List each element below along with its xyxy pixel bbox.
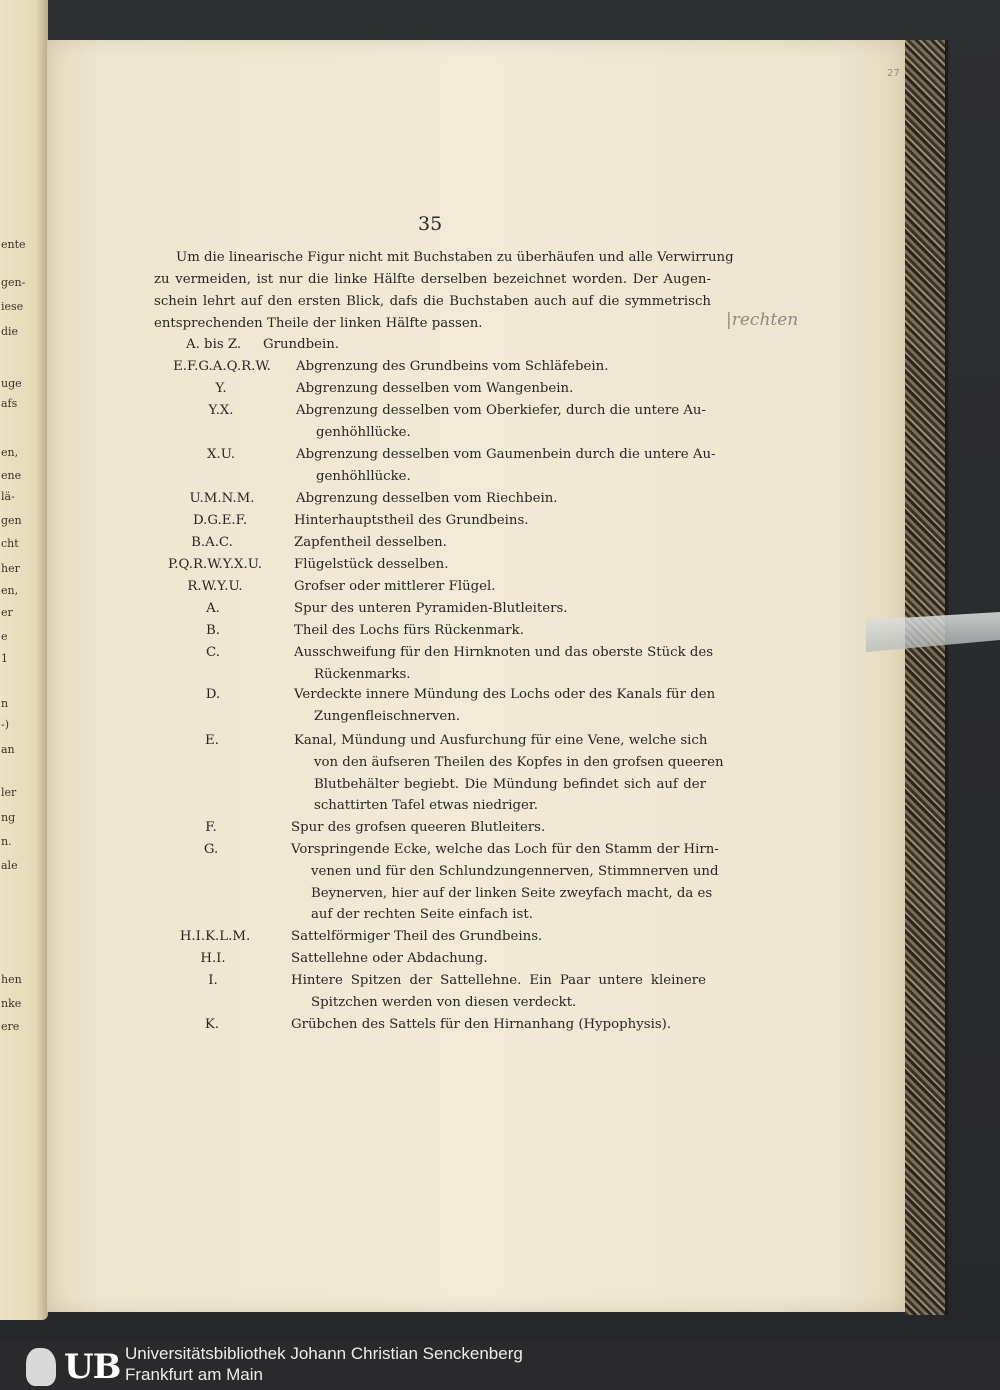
entry-text-line: Kanal, Mündung und Ausfurchung für eine Vene, welche sich [294,733,708,748]
entry-label: D.G.E.F. [192,513,248,528]
left-page-fragment: gen- [1,276,26,289]
entry-text-line: Zungenfleischnerven. [314,708,461,724]
entry-text-line: genhöhllücke. [316,468,411,484]
library-name: Universitätsbibliothek Johann Christian Senckenberg [125,1344,523,1363]
entry-label: A. [206,601,220,616]
left-page-fragment: iese [1,300,24,313]
entry-text-line: Spur des grofsen queeren Blutleiters. [291,820,546,835]
entry-text-line: Beynerven, hier auf der linken Seite zweyfach macht, da es [311,885,713,901]
intro-line-1: Um die linearische Figur nicht mit Buchstaben zu überhäufen und alle Verwirrung [176,250,734,265]
entry-label: H.I.K.L.M. [179,929,251,944]
entry-text-line: Abgrenzung desselben vom Riechbein. [296,491,558,506]
entry-label: K. [204,1017,220,1032]
entry-text-line: schattirten Tafel etwas niedriger. [314,798,538,814]
left-page-fragment: ere [1,1020,20,1033]
entry-text-line: Flügelstück desselben. [294,557,449,572]
entry-label: Y.X. [208,403,234,418]
entry-text-line: Abgrenzung desselben vom Gaumenbein durch die untere Au- [296,447,716,462]
ub-logo [6,1344,121,1387]
left-page-fragment: ene [1,469,22,482]
left-page-fragment: gen [1,514,22,527]
entry-text-line: Sattellehne oder Abdachung. [291,951,488,966]
left-page-fragment: nke [1,997,22,1010]
entry-text-line: Vorspringende Ecke, welche das Loch für den Stamm der Hirn- [291,842,719,857]
entry-text-line: Theil des Lochs fürs Rückenmark. [294,623,524,638]
left-page-fragment: hen [1,973,22,986]
marginal-note: rechten [731,310,799,330]
entry-label: P.Q.R.W.Y.X.U. [168,557,262,572]
entry-label: H.I. [200,951,226,966]
ub-logo-text: UB [64,1347,121,1387]
entry-label: B.A.C. [191,535,233,550]
entry-label: F. [205,820,217,835]
page-number: 35 [418,213,443,235]
entry-text-line: Ausschweifung für den Hirnknoten und das oberste Stück des [294,645,714,660]
footer-bar [0,1340,1000,1390]
left-page-fragment: n [1,697,9,710]
entry-label: U.M.N.M. [189,491,255,506]
left-page-fragment: er [1,606,13,619]
entry-text-line: Blutbehälter begiebt. Die Mündung befindet sich auf der [314,776,706,792]
entry-label: I. [208,973,218,988]
entry-text-line: Zapfentheil desselben. [294,535,447,550]
entry-text-line: genhöhllücke. [316,424,411,440]
entry-label: E.F.G.A.Q.R.W. [173,359,271,374]
intro-line-3: schein lehrt auf den ersten Blick, dafs die Buchstaben auch auf die symmetrisch [154,294,711,309]
entry-text-line: Grübchen des Sattels für den Hirnanhang (Hypophysis). [291,1017,672,1032]
marginal-annotation: |rechten [726,310,799,330]
intro-line-2: zu vermeiden, ist nur die linke Hälfte derselben bezeichnet worden. Der Augen- [154,272,711,287]
folio-number: 27 [887,68,900,79]
left-page-fragment: her [1,562,20,575]
left-page-fragment: cht [1,537,19,550]
left-page-fragment: an [1,743,15,756]
entry-text-line: Abgrenzung desselben vom Wangenbein. [296,381,574,396]
left-page-fragment: ng [1,811,16,824]
left-page-fragment: ente [1,238,26,251]
entry-text-line: Abgrenzung desselben vom Oberkiefer, durch die untere Au- [296,403,706,418]
left-page-fragment: n. [1,835,12,848]
left-page-fragment: e [1,630,8,643]
entry-label: Y. [215,381,227,396]
entry-text-line: von den äufseren Theilen des Kopfes in den grofsen queeren [314,754,724,770]
left-page-fragment: uge [1,377,22,390]
left-page-fragment: 1 [1,652,8,665]
entry-text-line: Rückenmarks. [314,666,411,682]
entry-text-line: auf der rechten Seite einfach ist. [311,907,533,923]
book-cover-edge [905,40,948,1315]
book-page [47,40,905,1312]
entry-label: D. [205,687,221,702]
entry-label: E. [205,733,219,748]
entry-label: X.U. [207,447,235,462]
left-page-fragment: die [1,325,19,338]
library-city: Frankfurt am Main [125,1365,263,1384]
entry-label: B. [206,623,220,638]
entry-text-line: venen und für den Schlundzungennerven, Stimmnerven und [311,863,719,879]
left-page-fragment: -) [1,718,10,731]
entry-text-line: Verdeckte innere Mündung des Lochs oder des Kanals für den [294,687,716,702]
left-page-fragment: afs [1,397,18,410]
entry-label: G. [203,842,219,857]
entry-label: C. [206,645,220,660]
entry-text-line: Hintere Spitzen der Sattellehne. Ein Paar untere kleinere [291,973,706,988]
entry-text-line: Sattelförmiger Theil des Grundbeins. [291,929,543,944]
intro-line-4: entsprechenden Theile der linken Hälfte passen. [154,316,483,331]
entry-label: R.W.Y.U. [187,579,243,594]
entry-text-line: Abgrenzung des Grundbeins vom Schläfebein. [296,359,609,374]
entry-text-line: Grofser oder mittlerer Flügel. [294,579,496,594]
left-page-fragment: ler [1,786,17,799]
portrait-icon [26,1348,56,1386]
entry-text-line: Spur des unteren Pyramiden-Blutleiters. [294,601,568,616]
left-page-fragment: ale [1,859,18,872]
left-page-fragment: en, [1,446,19,459]
left-page-fragment: lä- [1,490,15,503]
entry-text-line: Spitzchen werden von diesen verdeckt. [311,994,577,1010]
left-page-fragment: en, [1,584,19,597]
entry-text-line: Hinterhauptstheil des Grundbeins. [294,513,529,528]
entry-text-line: Grundbein. [263,337,340,352]
entry-label: A. bis Z. [186,337,242,352]
